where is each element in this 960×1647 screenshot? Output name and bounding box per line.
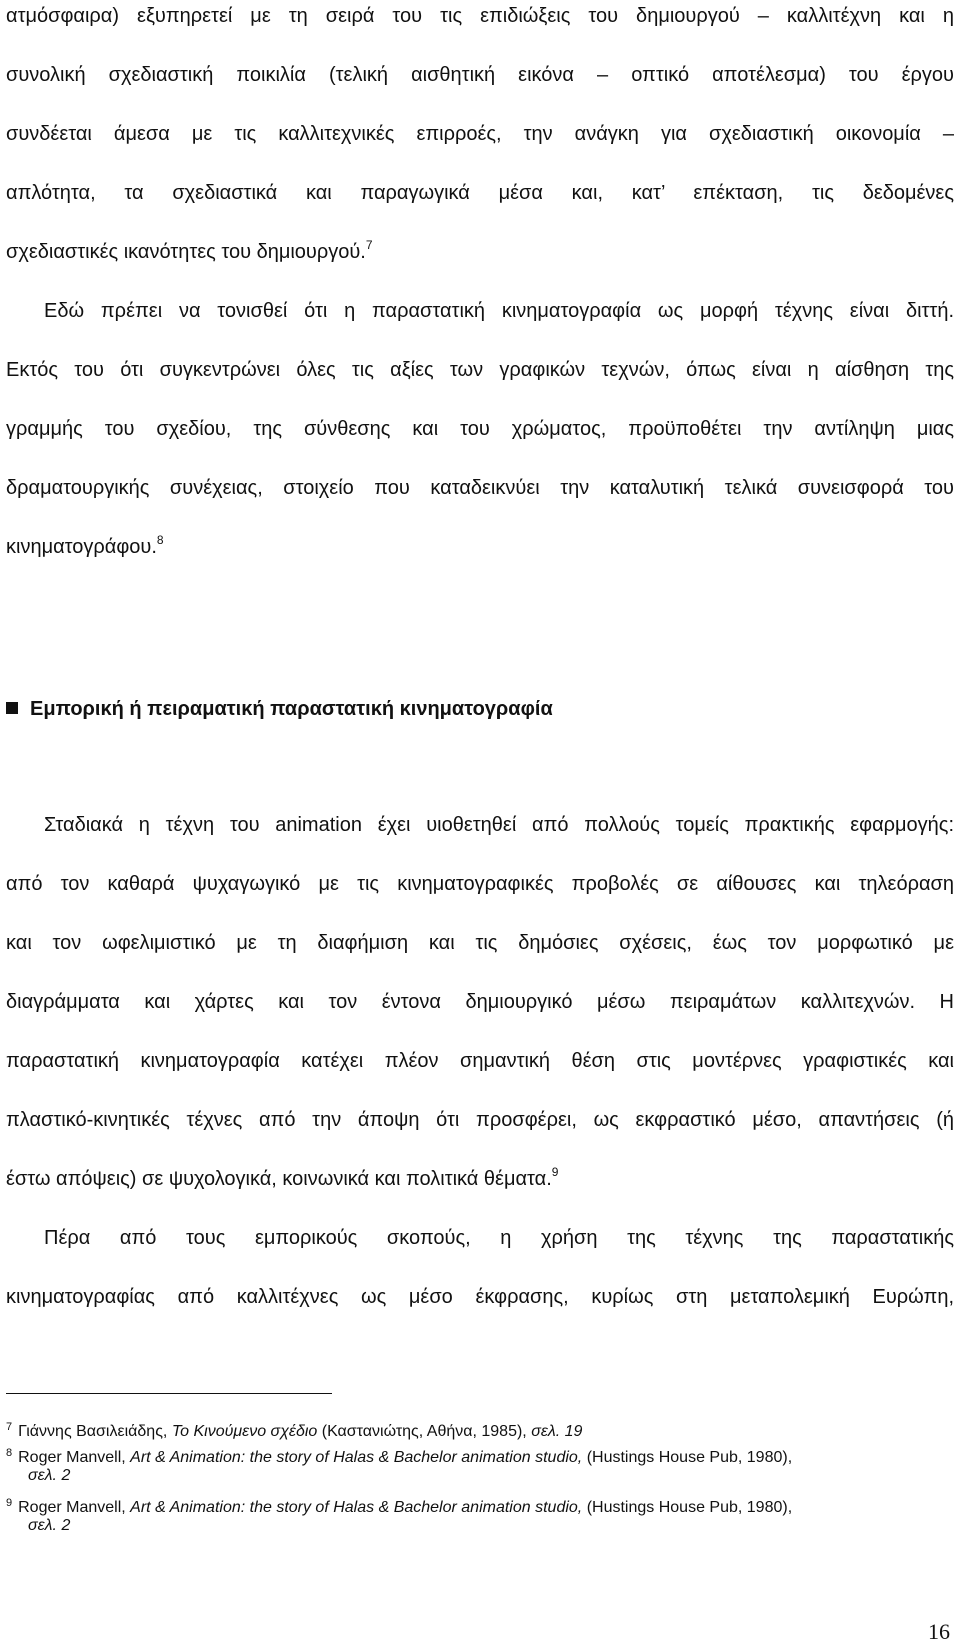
footnote-ref-8[interactable]: 8 (156, 533, 164, 547)
footnote-ref-9[interactable]: 9 (551, 1165, 559, 1179)
body-line: από τον καθαρά ψυχαγωγικό με τις κινηματογραφικές προβολές σε αίθουσες και τηλεόραση (6, 873, 954, 895)
body-line: Σταδιακά η τέχνη του animation έχει υιοθετηθεί από πολλούς τομείς πρακτικής εφαρμογής: (44, 814, 954, 836)
footnote-9: $^9$ Roger Manvell, Art & Animation: the story of Halas & Bachelor animation studio, (Hustings House Pub, 1980), (6, 1497, 793, 1516)
footnote-separator (6, 1393, 332, 1394)
body-line-last: έστω απόψεις) σε ψυχολογικά, κοινωνικά και πολιτικά θέματα.$^9$ (6, 1165, 559, 1190)
footnote-9-cont (6, 1516, 946, 1536)
body-line: απλότητα, τα σχεδιαστικά και παραγωγικά μέσα και, κατ’ επέκταση, τις δεδομένες (6, 182, 954, 204)
footnote-title: Art & Animation: the story of Halas & Bachelor animation studio, (130, 1449, 583, 1466)
body-line: γραμμής του σχεδίου, της σύνθεσης και του χρώματος, προϋποθέτει την αντίληψη μιας (6, 418, 954, 440)
page-number: 16 (928, 1619, 950, 1644)
body-line: πλαστικό-κινητικές τέχνες από την άποψη ότι προσφέρει, ως εκφραστικό μέσο, απαντήσεις (ή (6, 1109, 954, 1131)
body-line: Εδώ πρέπει να τονισθεί ότι η παραστατική κινηματογραφία ως μορφή τέχνης είναι διττή. (44, 300, 954, 322)
body-line: συνολική σχεδιαστική ποικιλία (τελική αισθητική εικόνα – οπτικό αποτέλεσμα) του έργου (6, 64, 954, 86)
footnote-8: $^8$ Roger Manvell, Art & Animation: the story of Halas & Bachelor animation studio, (Hustings House Pub, 1980), (6, 1447, 793, 1466)
footnote-number: 9 (6, 1497, 13, 1509)
footnote-title: Το Κινούμενο σχέδιο (171, 1423, 318, 1440)
footnote-ref-7[interactable]: 7 (365, 238, 373, 252)
body-line: κινηματογραφίας από καλλιτέχνες ως μέσο έκφρασης, κυρίως στη μεταπολεμική Ευρώπη, (6, 1286, 954, 1308)
body-line: ατμόσφαιρα) εξυπηρετεί με τη σειρά του τις επιδιώξεις του δημιουργού – καλλιτέχνη και η (6, 5, 954, 27)
body-line-last: σχεδιαστικές ικανότητες του δημιουργού.$^7$ (6, 238, 373, 263)
body-line: διαγράμματα και χάρτες και τον έντονα δημιουργικό μέσω πειραμάτων καλλιτεχνών. Η (6, 991, 954, 1013)
body-line: δραματουργικής συνέχειας, στοιχείο που καταδεικνύει την καταλυτική τελικά συνεισφορά του (6, 477, 954, 499)
footnote-title: Art & Animation: the story of Halas & Bachelor animation studio, (130, 1499, 583, 1516)
footnote-number: 8 (6, 1447, 13, 1459)
section-heading: Εμπορική ή πειραματική παραστατική κινηματογραφία (6, 697, 553, 721)
body-line: Εκτός του ότι συγκεντρώνει όλες τις αξίες των γραφικών τεχνών, όπως είναι η αίσθηση της (6, 359, 954, 381)
footnote-number: 7 (6, 1421, 13, 1433)
body-line-last: κινηματογράφου.$^8$ (6, 533, 164, 558)
footnote-page: σελ. 2 (28, 1517, 71, 1534)
body-line: συνδέεται άμεσα με τις καλλιτεχνικές επιρροές, την ανάγκη για σχεδιαστική οικονομία – (6, 123, 954, 145)
footnote-page: σελ. 2 (28, 1467, 71, 1484)
body-line: και τον ωφελιμιστικό με τη διαφήμιση και τις δημόσιες σχέσεις, έως τον μορφωτικό με (6, 932, 954, 954)
footnote-7: $^7$ Γιάννης Βασιλειάδης, Το Κινούμενο σχέδιο (Καστανιώτης, Αθήνα, 1985), σελ. 19 (6, 1421, 583, 1440)
footnote-8-cont (6, 1466, 946, 1486)
body-line: παραστατική κινηματογραφία κατέχει πλέον σημαντική θέση στις μοντέρνες γραφιστικές και (6, 1050, 954, 1072)
square-bullet-icon (6, 702, 18, 714)
body-line: Πέρα από τους εμπορικούς σκοπούς, η χρήση της τέχνης της παραστατικής (44, 1227, 954, 1249)
footnote-page: σελ. 19 (531, 1423, 583, 1440)
